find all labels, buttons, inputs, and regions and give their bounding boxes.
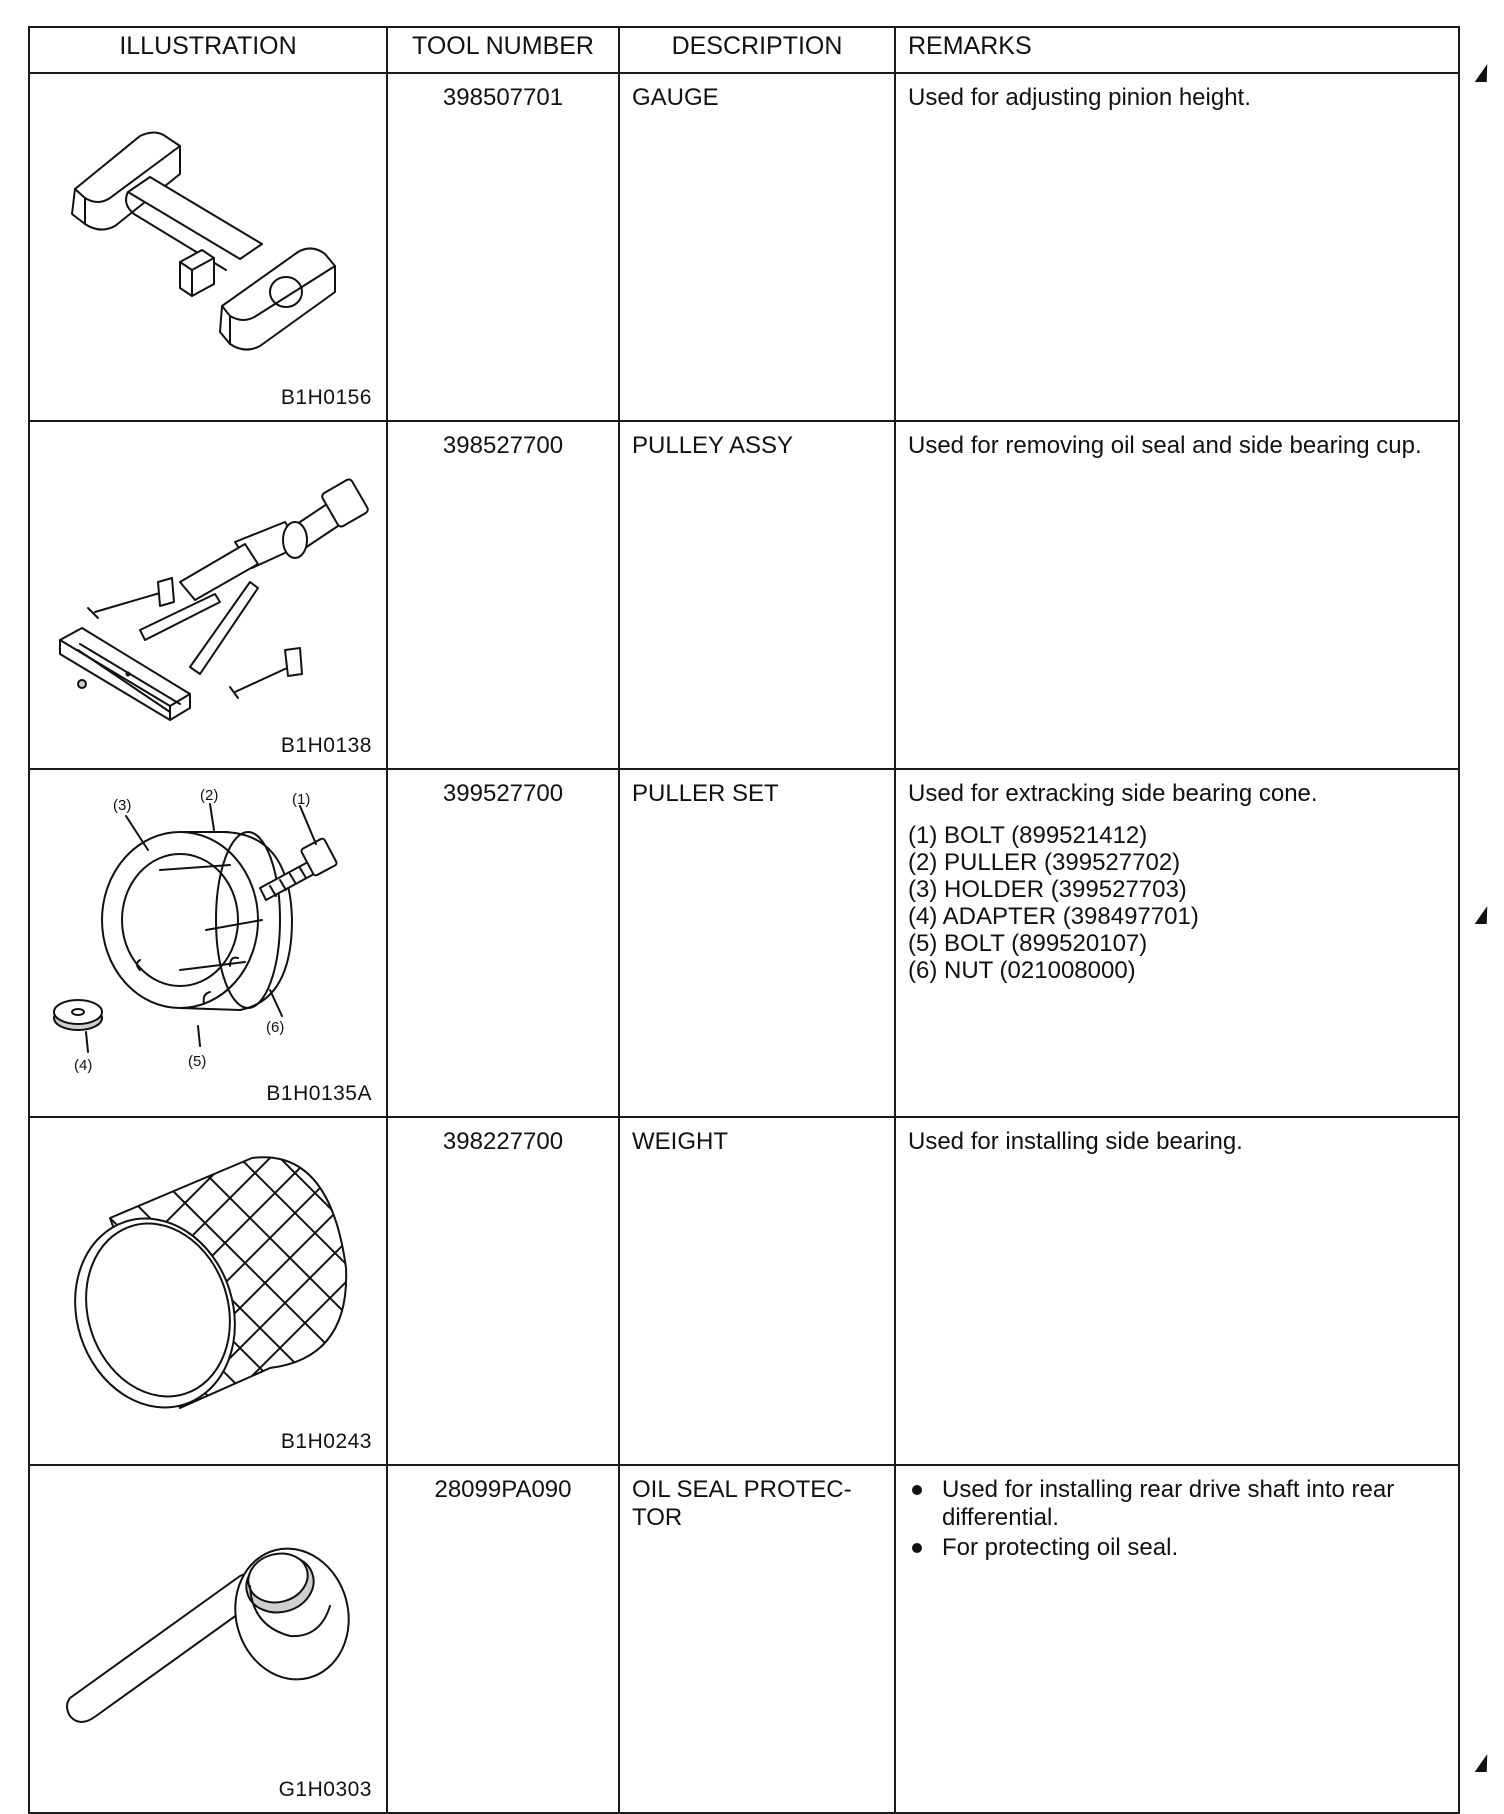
header-description: DESCRIPTION [619,27,895,73]
table-row [29,73,1459,421]
table-row [29,1117,1459,1465]
svg-text:(6): (6) [266,1019,285,1036]
table-header-row [29,27,1459,73]
svg-text:(2): (2) [200,787,219,804]
tool-number: 28099PA090 [387,1465,619,1813]
table-row [29,1465,1459,1813]
remarks-bullet-list [908,1476,1446,1562]
illustration-cell [29,769,387,1117]
remarks: Used for installing side bearing. [895,1117,1459,1465]
header-illustration: ILLUSTRATION [29,27,387,73]
list-item: (4) ADAPTER (398497701) [908,903,1199,930]
tool-number: 399527700 [387,769,619,1117]
illustration-code: G1H0303 [278,1778,372,1801]
oil-seal-protector-icon [30,1466,386,1802]
remarks-cell [895,1465,1459,1813]
list-item: (3) HOLDER (399527703) [908,876,1187,903]
list-item: Used for installing rear drive shaft into rear differential. [908,1476,1446,1532]
description: PULLEY ASSY [619,421,895,769]
remarks: Used for removing oil seal and side bearing cup. [895,421,1459,769]
list-item: (1) BOLT (899521412) [908,822,1148,849]
gauge-icon [30,74,386,410]
margin-mark [1475,906,1494,924]
header-remarks: REMARKS [895,27,1459,73]
tool-number: 398527700 [387,421,619,769]
table-row [29,769,1459,1117]
remarks: Used for extracking side bearing cone. [908,780,1318,807]
remarks: Used for adjusting pinion height. [895,73,1459,421]
margin-mark [1475,1754,1494,1772]
illustration-code: B1H0156 [280,386,372,409]
remarks-cell [895,769,1459,1117]
list-item: (6) NUT (021008000) [908,957,1136,984]
header-tool-number: TOOL NUMBER [387,27,619,73]
svg-text:(4): (4) [74,1057,93,1074]
list-item: (2) PULLER (399527702) [908,849,1181,876]
illustration-cell [29,1465,387,1813]
tool-number: 398227700 [387,1117,619,1465]
description: GAUGE [619,73,895,421]
description: OIL SEAL PROTEC- TOR [619,1465,895,1813]
description: WEIGHT [619,1117,895,1465]
pulley-assy-icon [30,422,386,758]
illustration-cell [29,73,387,421]
svg-text:(1): (1) [292,791,311,808]
illustration-code: B1H0243 [280,1430,372,1453]
illustration-code: B1H0135A [266,1082,372,1105]
weight-icon [30,1118,386,1454]
illustration-code: B1H0138 [280,734,372,757]
illustration-cell [29,1117,387,1465]
svg-text:(5): (5) [188,1053,207,1070]
list-item: (5) BOLT (899520107) [908,930,1148,957]
parts-list [908,822,1446,984]
list-item: For protecting oil seal. [908,1534,1446,1562]
margin-mark [1475,64,1494,82]
special-tools-table [28,26,1460,1814]
special-tools-table-sheet [28,26,1458,1801]
illustration-cell [29,421,387,769]
puller-set-icon [30,770,386,1106]
description: PULLER SET [619,769,895,1117]
table-row [29,421,1459,769]
tool-number: 398507701 [387,73,619,421]
svg-text:(3): (3) [113,797,132,814]
